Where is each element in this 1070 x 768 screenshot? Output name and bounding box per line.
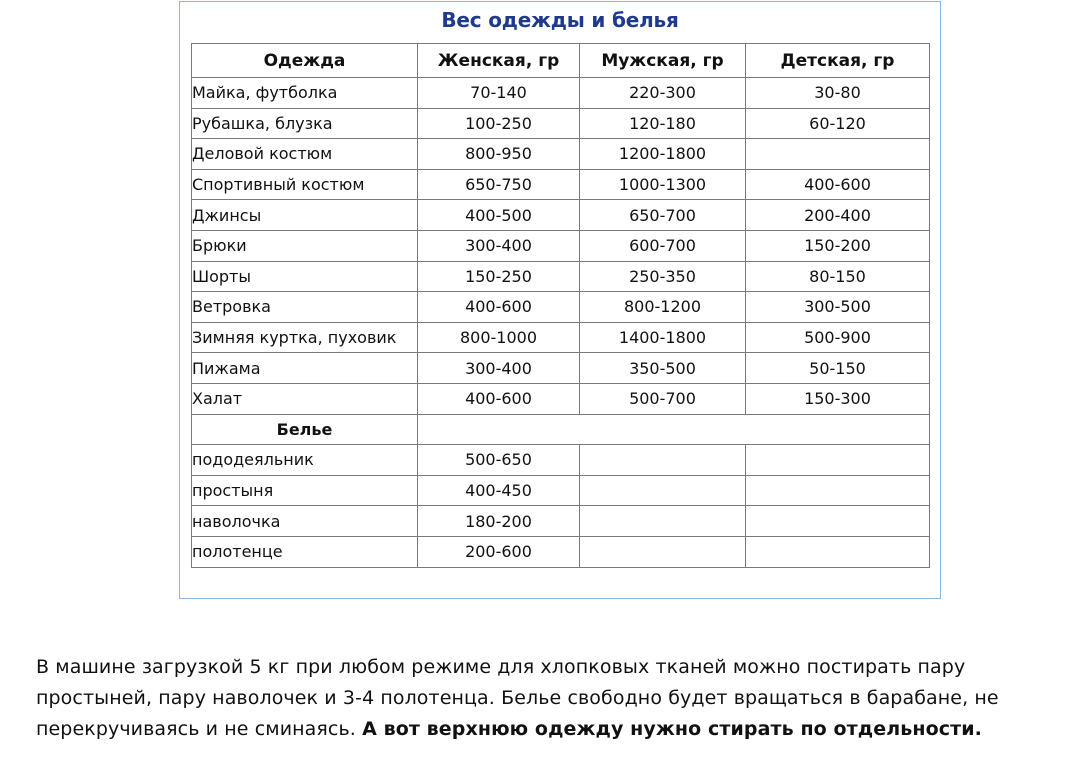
women-value: 70-140: [418, 78, 580, 109]
table-row: [192, 292, 930, 323]
table-row: [192, 383, 930, 414]
table-row: [192, 475, 930, 506]
row-name: Халат: [192, 383, 418, 414]
children-value: 300-500: [746, 292, 930, 323]
children-value: 150-200: [746, 230, 930, 261]
children-value: [746, 536, 930, 567]
children-value: 50-150: [746, 353, 930, 384]
weight-table: [191, 43, 930, 568]
paragraph-text: В машине загрузкой 5 кг при любом режиме для хлопковых тканей можно постирать пару простыней, пару наволочек и 3-4 полотенца. Белье свободно будет вращаться в барабане, не перекручиваясь и не сминаясь.: [36, 656, 999, 740]
men-value: [580, 475, 746, 506]
children-value: 80-150: [746, 261, 930, 292]
men-value: 600-700: [580, 230, 746, 261]
row-name: Зимняя куртка, пуховик: [192, 322, 418, 353]
linen-section-empty: [418, 414, 930, 445]
women-value: 150-250: [418, 261, 580, 292]
header-children: Детская, гр: [746, 44, 930, 78]
weight-table-image: [179, 1, 941, 599]
women-value: 500-650: [418, 445, 580, 476]
table-title: Вес одежды и белья: [441, 8, 679, 32]
row-name: Пижама: [192, 353, 418, 384]
children-value: [746, 475, 930, 506]
men-value: 250-350: [580, 261, 746, 292]
men-value: 1200-1800: [580, 139, 746, 170]
header-clothing: Одежда: [192, 44, 418, 78]
table-row: [192, 353, 930, 384]
header-row: [192, 44, 930, 78]
row-name: Шорты: [192, 261, 418, 292]
table-row: [192, 536, 930, 567]
row-name: Спортивный костюм: [192, 169, 418, 200]
linen-section-label: Белье: [192, 414, 418, 445]
children-value: 150-300: [746, 383, 930, 414]
men-value: 350-500: [580, 353, 746, 384]
children-value: 60-120: [746, 108, 930, 139]
table-row: [192, 322, 930, 353]
men-value: 800-1200: [580, 292, 746, 323]
table-row: [192, 169, 930, 200]
row-name: полотенце: [192, 536, 418, 567]
table-row: [192, 108, 930, 139]
women-value: 400-450: [418, 475, 580, 506]
men-value: 220-300: [580, 78, 746, 109]
paragraph-bold-text: А вот верхнюю одежду нужно стирать по отдельности.: [362, 718, 982, 740]
table-row: [192, 139, 930, 170]
women-value: 650-750: [418, 169, 580, 200]
table-row: [192, 261, 930, 292]
men-value: 1400-1800: [580, 322, 746, 353]
row-name: Брюки: [192, 230, 418, 261]
table-row: [192, 445, 930, 476]
men-value: 120-180: [580, 108, 746, 139]
header-men: Мужская, гр: [580, 44, 746, 78]
table-row: [192, 200, 930, 231]
women-value: 180-200: [418, 506, 580, 537]
women-value: 300-400: [418, 230, 580, 261]
linen-section-row: [192, 414, 930, 445]
row-name: Деловой костюм: [192, 139, 418, 170]
women-value: 400-600: [418, 383, 580, 414]
header-women: Женская, гр: [418, 44, 580, 78]
row-name: Майка, футболка: [192, 78, 418, 109]
children-value: [746, 506, 930, 537]
children-value: 30-80: [746, 78, 930, 109]
table-row: [192, 78, 930, 109]
row-name: пододеяльник: [192, 445, 418, 476]
row-name: наволочка: [192, 506, 418, 537]
children-value: 400-600: [746, 169, 930, 200]
women-value: 200-600: [418, 536, 580, 567]
children-value: [746, 139, 930, 170]
women-value: 800-1000: [418, 322, 580, 353]
women-value: 100-250: [418, 108, 580, 139]
row-name: Джинсы: [192, 200, 418, 231]
row-name: простыня: [192, 475, 418, 506]
table-row: [192, 506, 930, 537]
children-value: [746, 445, 930, 476]
men-value: [580, 445, 746, 476]
row-name: Рубашка, блузка: [192, 108, 418, 139]
article-paragraph: [36, 652, 1056, 745]
row-name: Ветровка: [192, 292, 418, 323]
children-value: 200-400: [746, 200, 930, 231]
women-value: 400-600: [418, 292, 580, 323]
women-value: 800-950: [418, 139, 580, 170]
children-value: 500-900: [746, 322, 930, 353]
table-row: [192, 230, 930, 261]
men-value: 500-700: [580, 383, 746, 414]
men-value: 1000-1300: [580, 169, 746, 200]
men-value: 650-700: [580, 200, 746, 231]
women-value: 400-500: [418, 200, 580, 231]
men-value: [580, 536, 746, 567]
men-value: [580, 506, 746, 537]
women-value: 300-400: [418, 353, 580, 384]
